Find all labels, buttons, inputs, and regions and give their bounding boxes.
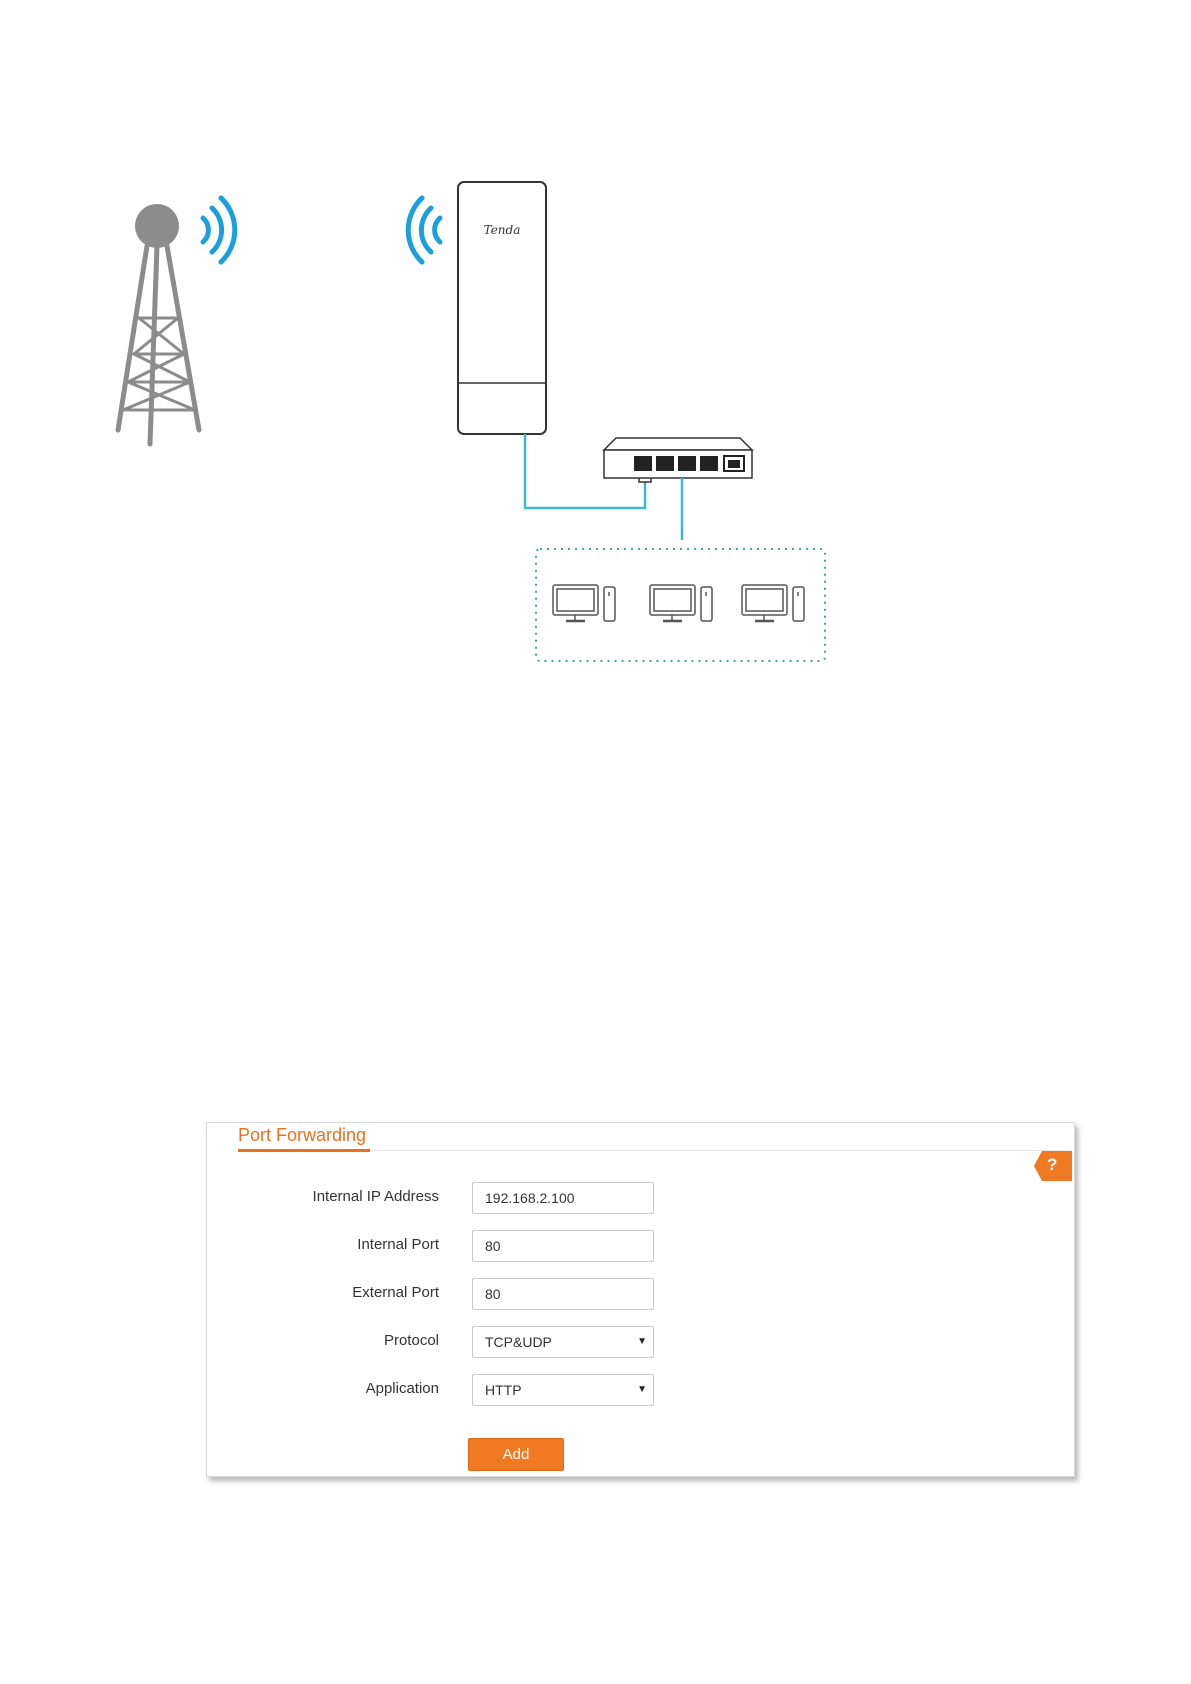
- protocol-row: [207, 1326, 707, 1358]
- internal-ip-label: Internal IP Address: [312, 1188, 439, 1205]
- external-port-row: [207, 1278, 707, 1310]
- external-port-label: External Port: [352, 1284, 439, 1301]
- radio-tower-icon: [118, 204, 199, 444]
- device-brand-logo: Tenda: [483, 223, 521, 237]
- port-forwarding-panel: [206, 1122, 1075, 1477]
- panel-title-underline: [238, 1149, 370, 1152]
- application-label: Application: [365, 1380, 439, 1397]
- add-button[interactable]: Add: [468, 1438, 564, 1471]
- network-switch-icon: [604, 438, 752, 478]
- internal-port-row: [207, 1230, 707, 1262]
- application-select[interactable]: [472, 1374, 654, 1406]
- panel-title: Port Forwarding: [238, 1125, 367, 1145]
- tower-wireless-signal-icon: [203, 198, 235, 262]
- protocol-selected-value: TCP&UDP: [485, 1334, 552, 1350]
- network-diagram: [0, 0, 1191, 700]
- internal-ip-row: [207, 1182, 707, 1214]
- help-button[interactable]: [1034, 1151, 1072, 1181]
- application-selected-value: HTTP: [485, 1382, 522, 1398]
- computer-icon: [553, 585, 615, 621]
- external-port-input[interactable]: 80: [472, 1278, 654, 1310]
- help-icon: ?: [1047, 1155, 1058, 1174]
- application-row: [207, 1374, 707, 1406]
- internal-port-label: Internal Port: [357, 1236, 439, 1253]
- computer-icon: [650, 585, 712, 621]
- outdoor-cpe-device: [458, 182, 546, 434]
- internal-ip-input[interactable]: 192.168.2.100: [472, 1182, 654, 1214]
- internal-port-input[interactable]: 80: [472, 1230, 654, 1262]
- computer-icon: [742, 585, 804, 621]
- protocol-select[interactable]: [472, 1326, 654, 1358]
- cpe-wireless-signal-icon: [408, 198, 440, 262]
- dropdown-caret-icon: ▼: [637, 1336, 647, 1347]
- dropdown-caret-icon: ▼: [637, 1384, 647, 1395]
- protocol-label: Protocol: [383, 1332, 439, 1349]
